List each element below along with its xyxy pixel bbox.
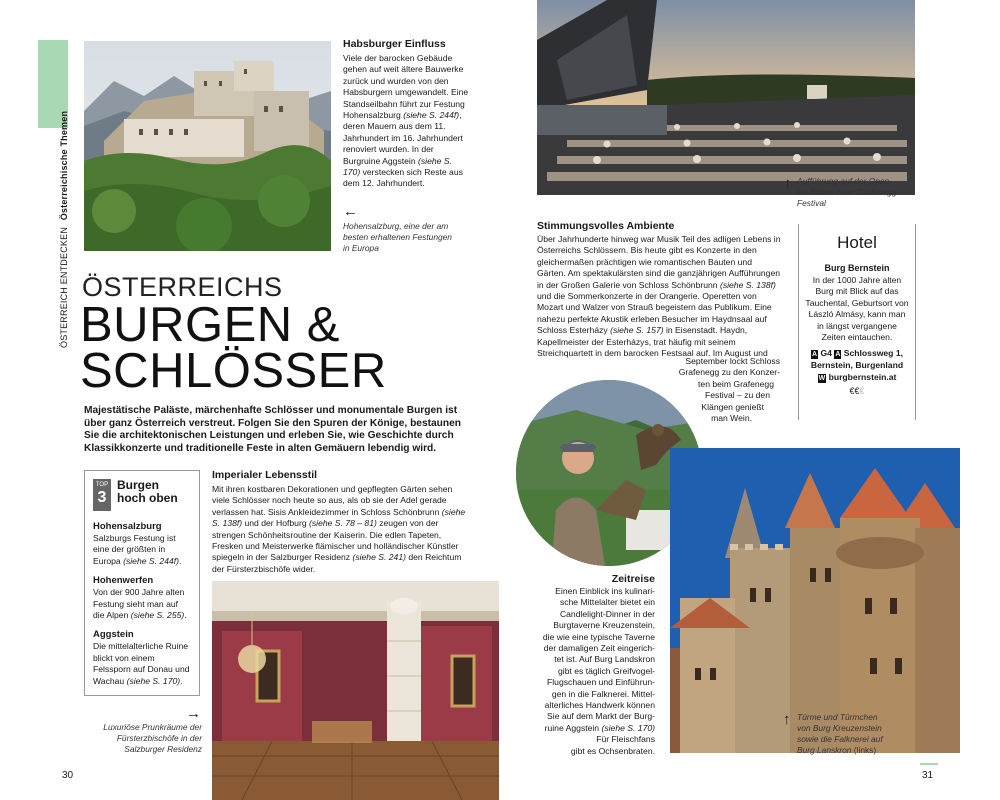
hotel-website-link[interactable]: burgbernstein.at: [828, 371, 897, 382]
heading-kicker: ÖSTERREICHS: [82, 272, 283, 302]
caption-residenz: Luxuriöse Prunkräume der Fürsterzbischöfe in der Salzburger Residenz: [103, 722, 202, 754]
top3-item-name: Hohensalzburg: [93, 521, 162, 532]
hotel-title: Hotel: [837, 233, 877, 252]
habsburger-title: Habsburger Einfluss: [343, 38, 446, 50]
hotel-name: Burg Bernstein: [824, 263, 890, 273]
kreuzenstein-photo: [670, 448, 960, 753]
zeitreise-section: Zeitreise Einen Einblick ins kulinari- sche Mittelalter bietet ein Candlelight-Dinner in der Burgtaverne Kreuzenstein, die wie eine typische Taverne der damaligen Zeit eingerich- tet ist. Auf Burg Landskron gibt es täglich Greifvogel- Flugschauen und Einführun- gen in die Falknerei. Mittel- alterliches Handwerk können Sie auf dem Markt der Burg- ruine Aggstein (siehe S. 170) Für Fleischfans gibt es Ochsenbraten.: [530, 573, 655, 757]
ambiente-tail: September lockt Schloss Grafenegg zu den Konzer- ten beim Grafenegg Festival – zu den Klängen genießt man Wein.: [678, 356, 780, 424]
top3-item: Aggstein Die mittelalterliche Ruine blickt von einem Felssporn auf Donau und Wachau (siehe S. 170).: [93, 629, 190, 686]
heading-line1: BURGEN &: [80, 298, 340, 352]
top3-box: [84, 470, 200, 696]
hotel-address: A G4 A Schlossweg 1, Bernstein, Burgenland W burgbernstein.at: [810, 348, 904, 382]
arrow-left-icon: ←: [343, 203, 358, 220]
arrow-up-icon: ↑: [783, 711, 791, 728]
caption-kreuzenstein: Türme und Türmchen von Burg Kreuzenstein sowie die Falknerei auf Burg Lanskron (links): [797, 712, 883, 755]
top3-item: Hohenwerfen Von der 900 Jahre alten Festung sieht man auf die Alpen (siehe S. 255).: [93, 575, 191, 621]
page-number-left: 30: [62, 770, 74, 781]
hotel-price: €€€: [849, 386, 865, 397]
hotel-box: [798, 224, 916, 420]
ambiente-section: [537, 220, 781, 359]
top3-title: Burgen hoch oben: [117, 478, 178, 505]
page-reference: (siehe S. 138f): [719, 279, 776, 290]
top3-badge: TOP 3: [93, 479, 111, 511]
page-rule: [920, 763, 938, 765]
side-tab-prefix: ÖSTERREICH ENTDECKEN: [59, 226, 69, 348]
map-icon: A: [812, 351, 818, 359]
page-reference: (siehe S. 138f): [212, 506, 466, 529]
side-tab-topic: Österreichische Themen: [59, 110, 69, 221]
page-reference: (siehe S. 157): [610, 325, 664, 336]
page-reference: (siehe S. 241): [352, 552, 406, 563]
page-reference: (siehe S. 170): [601, 722, 655, 733]
top3-item-name: Aggstein: [93, 629, 134, 641]
arrow-up-icon: ↑: [784, 175, 792, 192]
web-icon: W: [818, 374, 826, 382]
ambiente-text: Über Jahrhunderte hinweg war Musik Teil des adligen Lebens in Österreichs Schlössern. Bis heute gibt es Konzerte in den gleichermaßen prächtigen wie romantischen Bauten und Gärten. Am spektakulärsten sind die ganzjährigen Aufführungen in der Großen Galerie von Schloss Schönbrunn (siehe S. 138f) und die Sommerkonzerte in der Orangerie. Operetten von Mozart und Walzer von Strauß begeistern das Publikum. Eine nahezu perfekte Akustik erleben Besucher im Haydnsaal auf Schloss Esterházy (siehe S. 157) in Eisenstadt. Haydn, Kapellmeister der Esterházys, trat häufig mit seinem Streichquartett in dem barocken Festsaal auf. Im August und: [537, 234, 781, 359]
side-tab-label: [58, 108, 70, 348]
ambiente-title: Stimmungsvolles Ambiente: [537, 220, 675, 232]
imperial-text: Mit ihren kostbaren Dekorationen und gepflegten Gärten sehen viele Schlösser noch heute so aus, als ob sie der Adel gerade verlassen hat. Sisis Ankleidezimmer in Schloss Schönbrunn (siehe S. 138f) und der Hofburg (siehe S. 78 – 81) zeugen von der strengen Schönheitsroutine der Kaiserin. Die edlen Tapeten, Fresken und Meisterwerke flämischer und holländischer Künstler spiegeln in der Salzburger Residenz (siehe S. 241) den Reichtum der Fürsterzbischöfe wider.: [212, 484, 466, 574]
arrow-right-icon: →: [186, 705, 201, 722]
grafenegg-photo: [537, 0, 915, 195]
page-reference: (siehe S. 78 – 81): [309, 518, 377, 529]
address-icon: A: [835, 351, 841, 359]
page-number-right: 31: [922, 770, 934, 781]
caption-grafenegg: Aufführung auf der Open-Air-Bühne beim Grafenegg Festival: [797, 176, 897, 208]
caption-hohensalzburg: Hohensalzburg, eine der am besten erhaltenen Festungen in Europa: [343, 221, 452, 253]
imperial-title: Imperialer Lebensstil: [212, 469, 318, 481]
intro-text: Majestätische Paläste, märchenhafte Schlösser und monumentale Burgen ist über ganz Österreich verstreut. Folgen Sie den Spuren der Könige, bestaunen Sie die architektonischen Leistungen und erleben Sie, wie Geschichte durch Klassikkonzerte und traditionelle Feste in alten Gemäuern lebendig wird.: [84, 405, 462, 454]
page-reference: (siehe S. 170): [343, 155, 452, 178]
imperial-section: [212, 469, 468, 575]
page-reference: (siehe S. 244f): [403, 110, 460, 121]
hohensalzburg-photo: [84, 41, 331, 251]
top3-item-name: Hohenwerfen: [93, 575, 154, 587]
heading-line2: SCHLÖSSER: [80, 344, 387, 398]
habsburger-text: Viele der barocken Gebäude gehen auf weit ältere Bauwerke zurück und wurden von den Habsburgern umgewandelt. Eine Standseilbahn führt zur Festung Hohensalzburg (siehe S. 244f), deren Mauern aus dem 11. Jahrhundert im 16. Jahrhundert renoviert wurden. In der Burgruine Aggstein (siehe S. 170) verstecken sich Reste aus dem 12. Jahrhundert.: [343, 53, 469, 189]
habsburger-section: [343, 38, 471, 190]
hotel-text: In der 1000 Jahre alten Burg mit Blick auf das Tauchental, Geburtsort von László Almásy, kann man in längst vergangene Zeiten eintauchen.: [805, 275, 909, 343]
residenz-photo: [212, 581, 499, 800]
top3-item: Hohensalzburg Salzburgs Festung ist eine der größten in Europa (siehe S. 244f).: [93, 521, 191, 567]
zeitreise-title: Zeitreise: [611, 573, 655, 585]
